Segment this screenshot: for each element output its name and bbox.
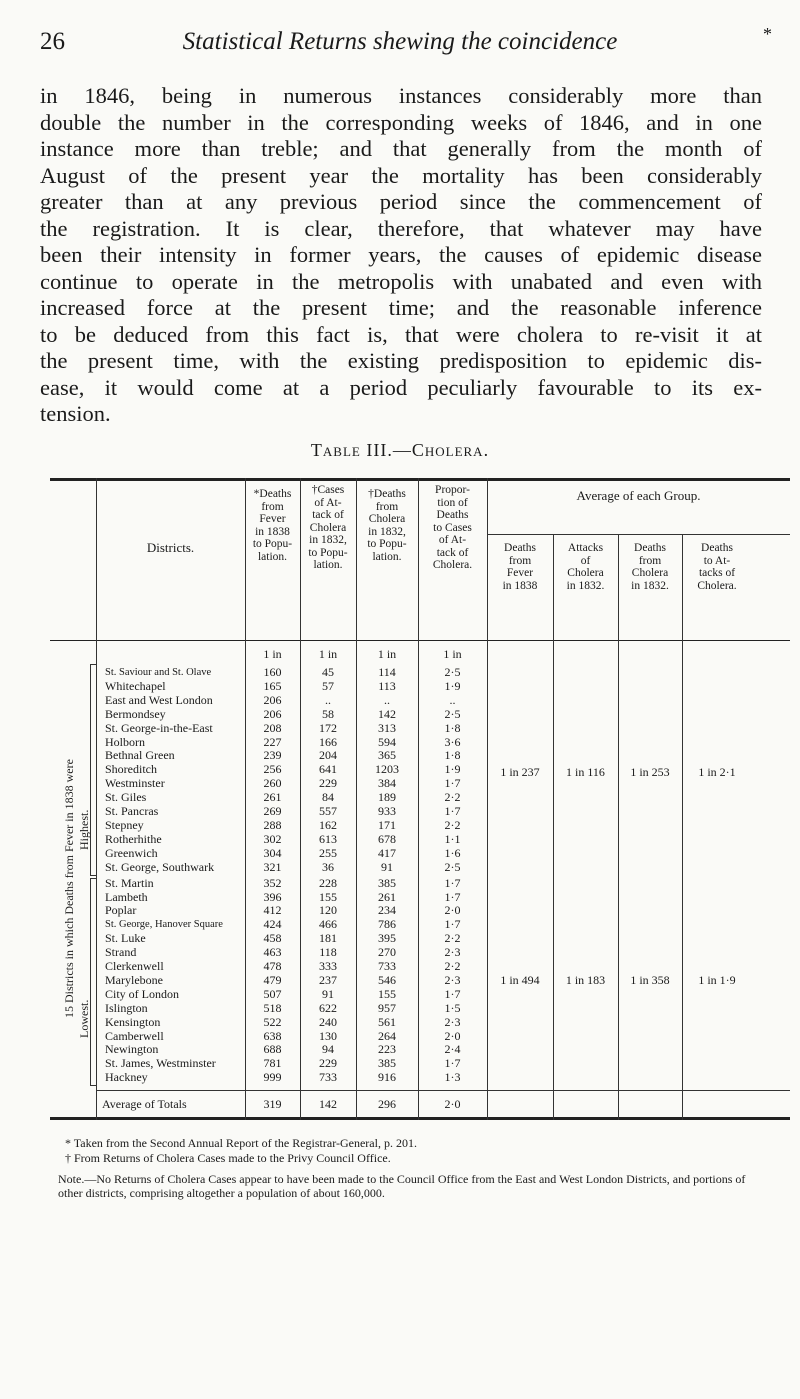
avg-lowest-deaths: 1 in 358: [630, 973, 670, 987]
footnote-1: * Taken from the Second Annual Report of the Registrar-General, p. 201.: [65, 1136, 417, 1150]
unit-cell: 1 in: [318, 647, 338, 661]
header-average-group: Average of each Group.: [576, 488, 701, 503]
district-name: East and West London: [105, 692, 213, 707]
cell-fever: 463: [263, 945, 282, 960]
district-name: St. Saviour and St. Olave: [105, 667, 212, 678]
district-name: Shoreditch: [105, 762, 157, 777]
cell-fever: 321: [263, 859, 282, 874]
unit-cell: 1 in: [377, 647, 397, 661]
cell-prop: 1·9: [444, 762, 461, 777]
cell-fever: 288: [263, 817, 282, 832]
header-avg-fever: [487, 542, 553, 592]
header-line: of: [580, 554, 591, 567]
cell-deaths: 546: [378, 972, 396, 987]
cell-prop: 2·2: [444, 790, 461, 805]
cell-cases: 613: [319, 831, 337, 846]
avg-highest-attacks: 1 in 116: [566, 765, 605, 779]
paragraph-line: August of the present year the mortality has been considerably: [40, 162, 762, 188]
cell-fever: 165: [263, 678, 282, 693]
header-line: *Deaths: [253, 488, 292, 500]
paragraph-line: the present time, with the existing predisposition to epidemic dis-: [40, 348, 762, 373]
cell-fever: 302: [263, 831, 282, 846]
avg-highest-ratio: 1 in 2·1: [698, 765, 736, 779]
cell-deaths: 114: [378, 665, 396, 679]
cell-deaths: 384: [378, 776, 396, 791]
header-line: tack of: [436, 546, 469, 559]
district-name: St. Martin: [105, 875, 154, 890]
unit-row: [50, 648, 790, 668]
cell-cases: 641: [319, 762, 337, 777]
district-name: Greenwich: [105, 845, 158, 860]
paragraph-line: double the number in the corresponding weeks of 1846, and in one: [40, 109, 762, 135]
paragraph-line: increased force at the present time; and the reasonable inference: [40, 295, 762, 320]
paragraph-line: instance more than treble; and that generally from the month of: [40, 136, 762, 161]
cell-prop: 1·3: [444, 1070, 461, 1085]
page-number: 26: [40, 28, 65, 55]
running-head: Statistical Returns shewing the coincidence: [182, 28, 618, 55]
cell-fever: 478: [263, 959, 282, 973]
cell-fever: 479: [263, 972, 282, 987]
body-paragraph: [40, 83, 762, 428]
header-line: lation.: [372, 550, 402, 563]
cell-deaths: 189: [378, 790, 396, 805]
header-line: †Cases: [311, 484, 345, 496]
cell-cases: 229: [319, 776, 337, 791]
header-line: of At-: [314, 496, 342, 509]
cell-cases: 466: [319, 917, 337, 932]
header-line: Fever: [259, 513, 286, 525]
district-name: Strand: [105, 945, 137, 960]
header-line: Fever: [506, 567, 534, 579]
unit-cell: 1 in: [443, 647, 462, 661]
district-name: Bethnal Green: [105, 748, 175, 763]
cell-fever: 458: [263, 931, 282, 946]
cell-deaths: 1203: [375, 762, 399, 777]
cell-cases: 204: [319, 748, 337, 763]
totals-rule: [96, 1090, 790, 1091]
cell-fever: 206: [263, 692, 282, 707]
cell-prop: 1·1: [444, 831, 461, 846]
district-name: St. George, Hanover Square: [105, 919, 223, 931]
cell-fever: 688: [263, 1042, 282, 1057]
header-line: lation.: [313, 559, 343, 571]
totals-prop: 2·0: [444, 1097, 461, 1111]
cell-fever: 256: [263, 762, 282, 777]
cell-prop: 1·7: [444, 776, 461, 791]
cell-fever: 239: [263, 748, 282, 763]
avg-lowest-attacks: 1 in 183: [565, 973, 606, 987]
cell-cases: 155: [319, 889, 337, 904]
header-rule: [50, 640, 790, 641]
header-districts: Districts.: [146, 540, 195, 555]
header-line: Deaths: [504, 542, 536, 554]
cell-prop: 2·5: [444, 859, 461, 874]
cell-prop: 1·8: [444, 720, 461, 735]
paragraph-line: the registration. It is clear, therefore, that whatever may have: [40, 215, 762, 241]
cell-deaths: 270: [378, 945, 396, 960]
side-label-districts: 15 Districts in which Deaths from Fever in 1838 were: [62, 759, 76, 1018]
header-line: Cholera.: [697, 579, 737, 592]
cell-fever: 781: [263, 1056, 282, 1071]
header-line: in 1838: [502, 579, 538, 592]
district-name: Bermondsey: [105, 706, 166, 721]
header-line: to Popu-: [308, 546, 348, 559]
header-proportion: [418, 484, 487, 572]
paragraph-line: continue to operate in the metropolis with unabated and even with: [40, 268, 762, 294]
cell-deaths: ..: [384, 692, 390, 707]
cell-deaths: 264: [378, 1028, 396, 1043]
totals-label: Average of Totals: [102, 1097, 187, 1111]
district-name: St. James, Westminster: [105, 1056, 216, 1071]
cell-deaths: 417: [378, 845, 396, 860]
header-line: from: [638, 554, 662, 567]
cell-prop: 2·3: [444, 945, 461, 960]
cell-fever: 261: [263, 790, 282, 805]
header-line: lation.: [257, 550, 288, 563]
cell-cases: 58: [322, 706, 334, 721]
cell-deaths: 365: [378, 748, 396, 763]
cell-prop: 2·2: [444, 817, 461, 832]
cell-prop: 1·5: [444, 1000, 461, 1015]
district-name: Kensington: [105, 1014, 161, 1029]
cell-deaths: 786: [378, 917, 396, 932]
header-line: Deaths: [701, 542, 733, 554]
cell-fever: 208: [263, 720, 282, 735]
cell-cases: 130: [319, 1028, 337, 1043]
header-line: in 1832,: [309, 534, 347, 546]
cell-cases: 733: [319, 1070, 337, 1085]
paragraph-line: ease, it would come at a period peculiarly favourable to its ex-: [40, 374, 762, 400]
cell-cases: 118: [319, 945, 337, 960]
cell-cases: 255: [319, 845, 337, 860]
cell-cases: 36: [322, 859, 334, 874]
cell-prop: 1·7: [444, 804, 461, 818]
cell-cases: 162: [319, 817, 337, 832]
district-name: Poplar: [105, 903, 137, 918]
cell-cases: 94: [322, 1042, 334, 1057]
cell-prop: 1·7: [444, 917, 461, 932]
header-line: Cholera: [368, 513, 406, 525]
cell-prop: 1·7: [444, 889, 461, 904]
cell-prop: 1·9: [444, 678, 461, 693]
unit-cell: 1 in: [263, 647, 282, 661]
header-line: from: [508, 554, 532, 567]
header-avg-ratio: [682, 542, 752, 592]
paragraph-line: tension.: [40, 401, 111, 426]
header-line: in 1838: [255, 525, 290, 538]
cell-fever: 412: [263, 903, 282, 918]
cell-prop: 2·3: [444, 1014, 461, 1029]
cell-cases: 229: [319, 1056, 337, 1071]
cell-prop: 2·2: [444, 931, 461, 946]
header-line: to Cases: [433, 521, 472, 534]
cell-deaths: 733: [378, 959, 396, 973]
district-name: Islington: [105, 1000, 148, 1015]
footnote-2: † From Returns of Cholera Cases made to the Privy Council Office.: [65, 1151, 391, 1165]
cell-fever: 206: [263, 706, 282, 721]
paragraph-line: to be deduced from this fact is, that were cholera to re-visit it at: [40, 321, 762, 347]
cell-cases: 172: [319, 720, 337, 735]
cell-deaths: 91: [381, 859, 393, 874]
cell-prop: 2·3: [444, 972, 461, 987]
header-line: tacks of: [698, 567, 736, 579]
page-header: [40, 24, 772, 68]
avg-highest-fever: 1 in 237: [500, 765, 540, 779]
header-line: to At-: [703, 554, 731, 567]
cell-prop: 2·0: [444, 903, 461, 918]
cell-deaths: 561: [378, 1014, 396, 1029]
cell-deaths: 933: [378, 804, 396, 818]
cell-deaths: 678: [378, 831, 396, 846]
district-name: Hackney: [105, 1070, 148, 1085]
paragraph-line: greater than at any previous period since the commencement of: [40, 189, 762, 214]
cell-cases: 622: [319, 1000, 337, 1015]
table-top-rule: [50, 478, 790, 481]
district-name: Newington: [105, 1042, 159, 1057]
cell-fever: 638: [263, 1028, 282, 1043]
header-line: Cholera: [567, 567, 604, 579]
cell-prop: 1·7: [444, 875, 461, 890]
totals-fever: 319: [263, 1097, 282, 1111]
district-name: City of London: [105, 986, 179, 1001]
cell-fever: 507: [263, 986, 282, 1001]
totals-row: [50, 1098, 790, 1118]
cell-prop: 2·5: [444, 706, 461, 721]
header-line: in 1832.: [566, 579, 605, 592]
header-line: in 1832,: [368, 525, 406, 538]
cell-cases: 240: [319, 1014, 337, 1029]
header-line: Cholera: [631, 567, 669, 579]
avg-highest-deaths: 1 in 253: [630, 765, 670, 779]
district-name: St. George, Southwark: [105, 859, 215, 874]
cell-deaths: 223: [378, 1042, 396, 1057]
paragraph-line: been their intensity in former years, the causes of epidemic disease: [40, 242, 762, 267]
header-line: Propor-: [435, 484, 470, 496]
footnote-note: Note.—No Returns of Cholera Cases appear to have been made to the Council Office from the East and West London Districts, and portions of other districts, comprising altogether a population of about 160,000.: [58, 1172, 746, 1200]
header-line: Cholera: [309, 521, 347, 534]
header-line: †Deaths: [368, 488, 406, 500]
cell-deaths: 142: [378, 706, 396, 721]
district-name: Holborn: [105, 734, 145, 749]
cell-fever: 396: [263, 889, 282, 904]
cell-prop: ..: [449, 692, 456, 707]
header-line: Attacks: [567, 542, 604, 554]
district-name: St. Giles: [105, 790, 147, 805]
cell-cases: 57: [322, 678, 334, 693]
side-label-lowest: Lowest.: [77, 999, 91, 1038]
cell-prop: 2·4: [444, 1042, 461, 1057]
district-name: Rotherhithe: [105, 831, 162, 846]
cell-prop: 1·7: [444, 1056, 461, 1071]
cell-deaths: 916: [378, 1070, 396, 1085]
cell-fever: 999: [263, 1070, 282, 1085]
cell-deaths: 261: [378, 889, 396, 904]
cell-cases: 91: [322, 986, 334, 1001]
cell-cases: 120: [319, 903, 337, 918]
header-line: to Popu-: [252, 538, 293, 550]
cell-deaths: 155: [378, 986, 396, 1001]
cell-deaths: 957: [378, 1000, 396, 1015]
district-name: Westminster: [105, 776, 165, 791]
avg-sub-rule: [487, 534, 790, 535]
cell-fever: 424: [263, 917, 282, 932]
cell-cases: ..: [325, 692, 331, 707]
cell-fever: 227: [263, 734, 282, 749]
header-line: tack of: [312, 509, 344, 521]
cell-deaths: 113: [378, 678, 396, 693]
table-row: [50, 1071, 790, 1091]
header-line: from: [375, 500, 399, 513]
header-avg-attacks: [553, 542, 618, 592]
header-line: tion of: [437, 496, 468, 509]
header-line: Deaths: [634, 542, 666, 554]
cell-prop: 2·2: [444, 959, 461, 973]
cell-fever: 352: [263, 875, 282, 890]
cell-deaths: 385: [378, 1056, 396, 1071]
cell-deaths: 395: [378, 931, 396, 946]
header-line: Deaths: [436, 509, 469, 521]
cell-cases: 228: [319, 875, 337, 890]
totals-deaths: 296: [378, 1097, 396, 1111]
header-line: of At-: [438, 534, 467, 546]
district-name: St. Pancras: [105, 804, 159, 818]
header-avg-deaths: [618, 542, 682, 592]
cell-prop: 2·0: [444, 1028, 461, 1043]
district-name: Clerkenwell: [105, 959, 164, 973]
cell-cases: 84: [322, 790, 334, 805]
cell-prop: 2·5: [444, 665, 461, 679]
cell-deaths: 594: [378, 734, 396, 749]
cell-prop: 3·6: [444, 734, 461, 749]
header-line: Cholera.: [432, 559, 473, 571]
district-name: Lambeth: [105, 889, 148, 904]
cell-fever: 522: [263, 1014, 282, 1029]
header-fever-1838: [245, 488, 300, 563]
table-title: Table III.—Cholera.: [310, 440, 490, 460]
header-line: from: [261, 500, 284, 513]
district-name: Stepney: [105, 817, 144, 832]
header-line: to Popu-: [367, 538, 407, 550]
cell-fever: 260: [263, 776, 282, 791]
paragraph-line: in 1846, being in numerous instances considerably more than: [40, 83, 762, 108]
cell-cases: 45: [322, 665, 334, 679]
district-name: Marylebone: [105, 972, 163, 987]
district-name: St. Luke: [105, 931, 146, 946]
avg-lowest-ratio: 1 in 1·9: [698, 973, 736, 987]
cell-prop: 1·8: [444, 748, 461, 763]
cell-deaths: 234: [378, 903, 396, 918]
district-name: Whitechapel: [105, 678, 166, 693]
cell-fever: 160: [263, 665, 282, 679]
cell-fever: 518: [263, 1000, 282, 1015]
cholera-table: [50, 478, 790, 1120]
cell-deaths: 385: [378, 875, 396, 890]
cell-cases: 166: [319, 734, 337, 749]
header-cholera-deaths-1832: [356, 488, 418, 563]
cell-fever: 269: [263, 804, 282, 818]
district-name: St. George-in-the-East: [105, 720, 213, 735]
cell-prop: 1·6: [444, 845, 461, 860]
district-name: Camberwell: [105, 1028, 164, 1043]
cell-cases: 237: [319, 972, 337, 987]
totals-cases: 142: [319, 1097, 337, 1111]
cell-cases: 333: [319, 959, 337, 973]
avg-lowest-fever: 1 in 494: [500, 973, 540, 987]
cell-cases: 181: [319, 931, 337, 946]
header-cholera-cases-1832: [300, 484, 356, 572]
cell-prop: 1·7: [444, 986, 461, 1001]
side-label-highest: Highest.: [77, 809, 91, 850]
cell-deaths: 171: [378, 817, 396, 832]
cell-deaths: 313: [378, 720, 396, 735]
margin-mark: *: [763, 24, 772, 44]
header-line: in 1832.: [631, 579, 669, 592]
cell-cases: 557: [319, 804, 337, 818]
cell-fever: 304: [263, 845, 282, 860]
